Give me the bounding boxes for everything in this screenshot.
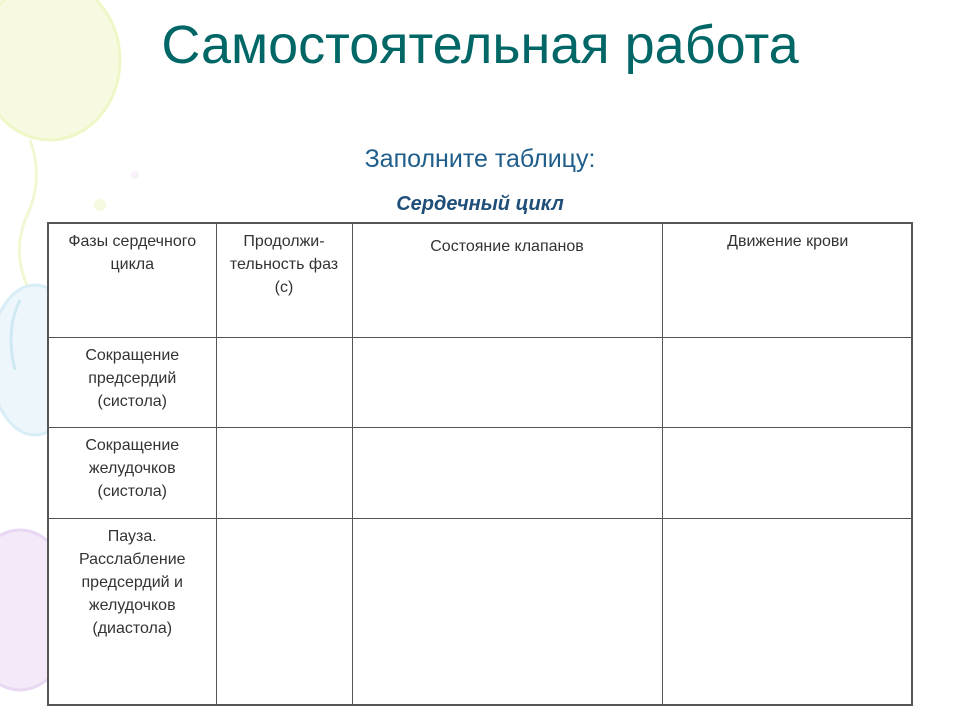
table-row xyxy=(49,427,913,518)
instruction-text: Заполните таблицу: xyxy=(364,145,596,173)
heart-cycle-table xyxy=(47,222,913,706)
header-valves: Состояние клапанов xyxy=(352,224,662,337)
valves-cell[interactable] xyxy=(352,337,662,427)
row-phase-label: Пауза. Расслабление предсердий и желудочков (диастола) xyxy=(49,518,216,704)
blood-flow-cell[interactable] xyxy=(662,427,913,518)
row-phase-label: Сокращение предсердий (систола) xyxy=(49,337,216,427)
header-phases: Фазы сердечного цикла xyxy=(49,224,216,337)
table-header-row xyxy=(49,224,913,337)
duration-cell[interactable] xyxy=(216,427,352,518)
header-duration: Продолжи-тельность фаз (с) xyxy=(216,224,352,337)
valves-cell[interactable] xyxy=(352,518,662,704)
table-caption: Сердечный цикл xyxy=(396,193,564,215)
row-phase-label: Сокращение желудочков (систола) xyxy=(49,427,216,518)
valves-cell[interactable] xyxy=(352,427,662,518)
blood-flow-cell[interactable] xyxy=(662,518,913,704)
table-row xyxy=(49,337,913,427)
duration-cell[interactable] xyxy=(216,518,352,704)
table-row xyxy=(49,518,913,704)
blood-flow-cell[interactable] xyxy=(662,337,913,427)
header-blood-flow: Движение крови xyxy=(662,224,913,337)
duration-cell[interactable] xyxy=(216,337,352,427)
page-title: Самостоятельная работа xyxy=(161,15,799,75)
